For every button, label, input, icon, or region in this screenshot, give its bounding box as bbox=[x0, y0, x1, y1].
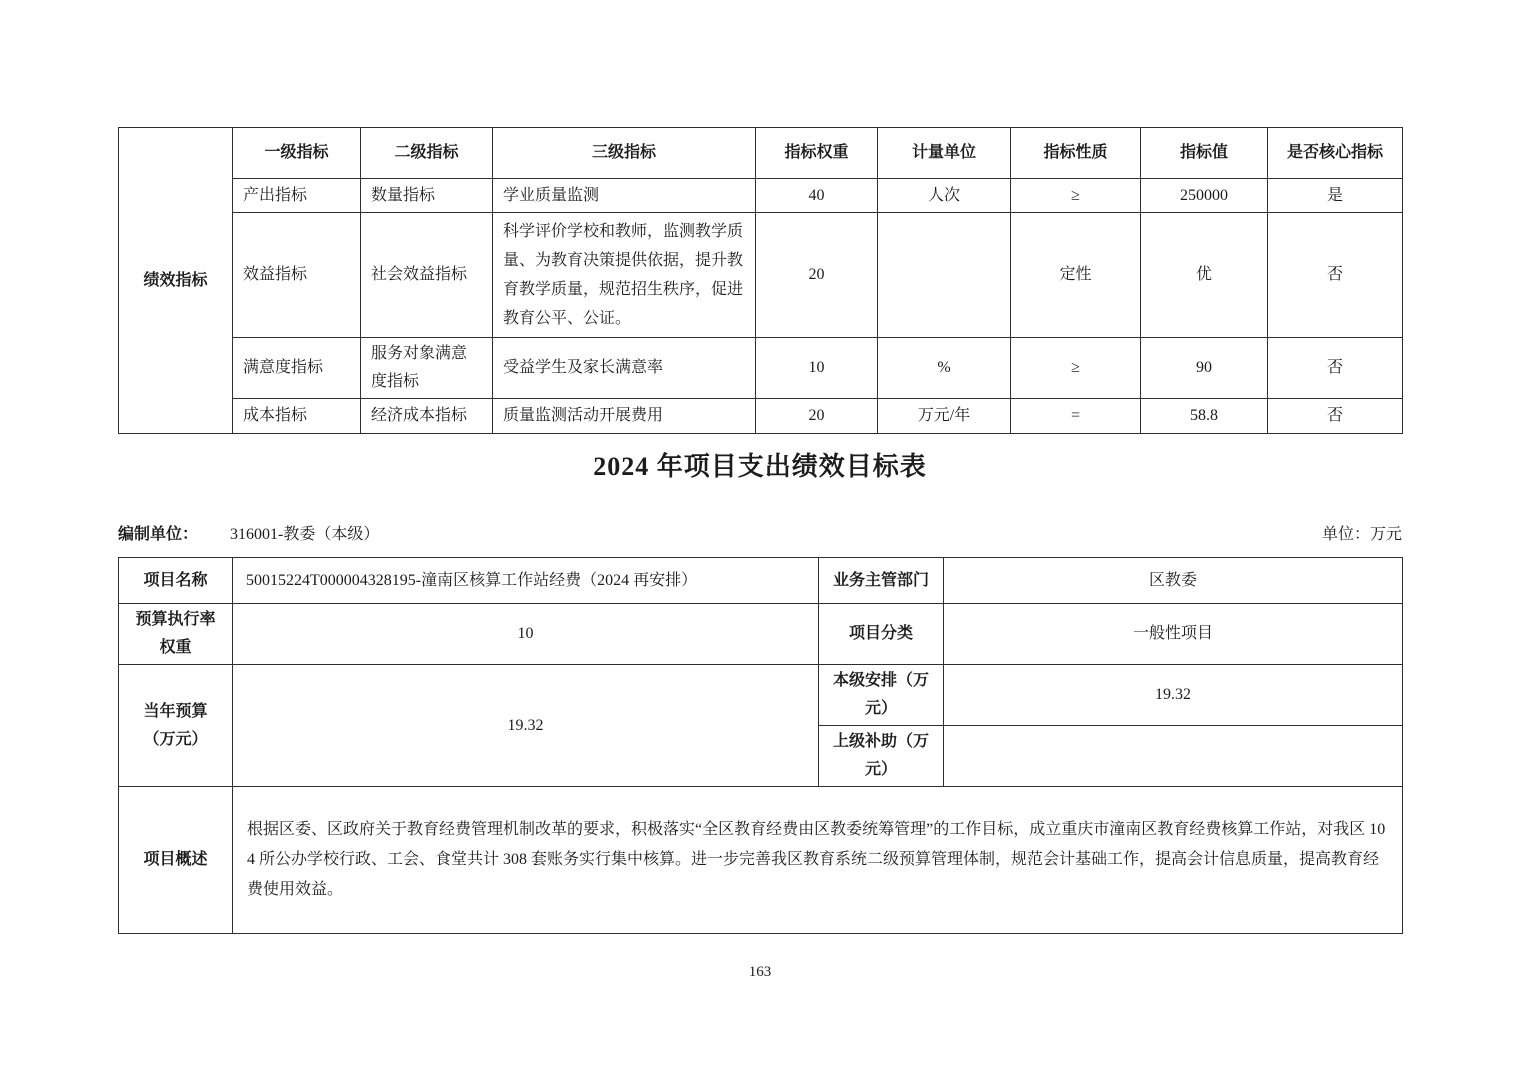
cell-unit: 人次 bbox=[878, 179, 1011, 213]
page-number: 163 bbox=[748, 964, 772, 980]
cell-level1: 成本指标 bbox=[233, 399, 361, 434]
annual-budget-row bbox=[119, 665, 1403, 726]
col-header-value: 指标值 bbox=[1141, 128, 1268, 179]
cell-nature: ≥ bbox=[1011, 179, 1141, 213]
cell-weight: 20 bbox=[756, 399, 878, 434]
cell-unit bbox=[878, 213, 1011, 338]
prepared-by bbox=[118, 521, 379, 544]
cell-unit: % bbox=[878, 338, 1011, 399]
cell-level3: 质量监测活动开展费用 bbox=[493, 399, 756, 434]
cell-value: 优 bbox=[1141, 213, 1268, 338]
col-header-level3: 三级指标 bbox=[493, 128, 756, 179]
cell-value: 58.8 bbox=[1141, 399, 1268, 434]
annual-budget-label: 当年预算（万元） bbox=[119, 665, 233, 787]
dept-label: 业务主管部门 bbox=[819, 558, 944, 604]
col-header-unit: 计量单位 bbox=[878, 128, 1011, 179]
cell-core: 是 bbox=[1268, 179, 1403, 213]
budget-rate-value: 10 bbox=[233, 604, 819, 665]
cell-nature: = bbox=[1011, 399, 1141, 434]
col-header-level1: 一级指标 bbox=[233, 128, 361, 179]
overview-row bbox=[119, 787, 1403, 934]
col-header-nature: 指标性质 bbox=[1011, 128, 1141, 179]
cell-level2: 服务对象满意度指标 bbox=[361, 338, 493, 399]
table-row bbox=[119, 179, 1403, 213]
col-header-level2: 二级指标 bbox=[361, 128, 493, 179]
project-name-value: 50015224T000004328195-潼南区核算工作站经费（2024 再安排） bbox=[233, 558, 819, 604]
cell-core: 否 bbox=[1268, 338, 1403, 399]
table-row bbox=[119, 338, 1403, 399]
cell-level3: 受益学生及家长满意率 bbox=[493, 338, 756, 399]
col-header-weight: 指标权重 bbox=[756, 128, 878, 179]
cell-core: 否 bbox=[1268, 399, 1403, 434]
project-name-label: 项目名称 bbox=[119, 558, 233, 604]
col-header-core: 是否核心指标 bbox=[1268, 128, 1403, 179]
annual-budget-value: 19.32 bbox=[233, 665, 819, 787]
category-label: 项目分类 bbox=[819, 604, 944, 665]
indicator-header-row bbox=[119, 128, 1403, 179]
cell-weight: 10 bbox=[756, 338, 878, 399]
local-arrange-value: 19.32 bbox=[944, 665, 1403, 726]
cell-level1: 满意度指标 bbox=[233, 338, 361, 399]
superior-subsidy-value bbox=[944, 726, 1403, 787]
superior-subsidy-label: 上级补助（万元） bbox=[819, 726, 944, 787]
budget-rate-row bbox=[119, 604, 1403, 665]
cell-level2: 经济成本指标 bbox=[361, 399, 493, 434]
budget-rate-label: 预算执行率权重 bbox=[119, 604, 233, 665]
category-value: 一般性项目 bbox=[944, 604, 1403, 665]
cell-level1: 效益指标 bbox=[233, 213, 361, 338]
cell-level3: 学业质量监测 bbox=[493, 179, 756, 213]
meta-row bbox=[118, 521, 1402, 544]
table-row bbox=[119, 399, 1403, 434]
overview-label: 项目概述 bbox=[119, 787, 233, 934]
cell-nature: ≥ bbox=[1011, 338, 1141, 399]
project-name-row bbox=[119, 558, 1403, 604]
row-group-label: 绩效指标 bbox=[119, 128, 233, 434]
cell-weight: 20 bbox=[756, 213, 878, 338]
project-table bbox=[118, 557, 1403, 934]
prepared-by-label: 编制单位： bbox=[118, 526, 199, 543]
prepared-by-value: 316001-教委（本级） bbox=[230, 526, 380, 543]
cell-level2: 社会效益指标 bbox=[361, 213, 493, 338]
cell-value: 90 bbox=[1141, 338, 1268, 399]
cell-level2: 数量指标 bbox=[361, 179, 493, 213]
cell-weight: 40 bbox=[756, 179, 878, 213]
indicator-table bbox=[118, 127, 1403, 434]
cell-value: 250000 bbox=[1141, 179, 1268, 213]
local-arrange-label: 本级安排（万元） bbox=[819, 665, 944, 726]
cell-level1: 产出指标 bbox=[233, 179, 361, 213]
cell-level3: 科学评价学校和教师，监测教学质量、为教育决策提供依据，提升教育教学质量，规范招生秩序，促进教育公平、公证。 bbox=[493, 213, 756, 338]
table-row bbox=[119, 213, 1403, 338]
cell-core: 否 bbox=[1268, 213, 1403, 338]
dept-value: 区教委 bbox=[944, 558, 1403, 604]
cell-unit: 万元/年 bbox=[878, 399, 1011, 434]
cell-nature: 定性 bbox=[1011, 213, 1141, 338]
page-title: 2024 年项目支出绩效目标表 bbox=[593, 452, 927, 481]
overview-value: 根据区委、区政府关于教育经费管理机制改革的要求，积极落实“全区教育经费由区教委统筹管理”的工作目标，成立重庆市潼南区教育经费核算工作站，对我区 104 所公办学校行政、工会、食堂共计 308 套账务实行集中核算。进一步完善我区教育系统二级预算管理体制，规范会计基础工作，提高会计信息质量，提高教育经费使用效益。 bbox=[233, 787, 1403, 934]
unit-note: 单位：万元 bbox=[1321, 526, 1402, 543]
